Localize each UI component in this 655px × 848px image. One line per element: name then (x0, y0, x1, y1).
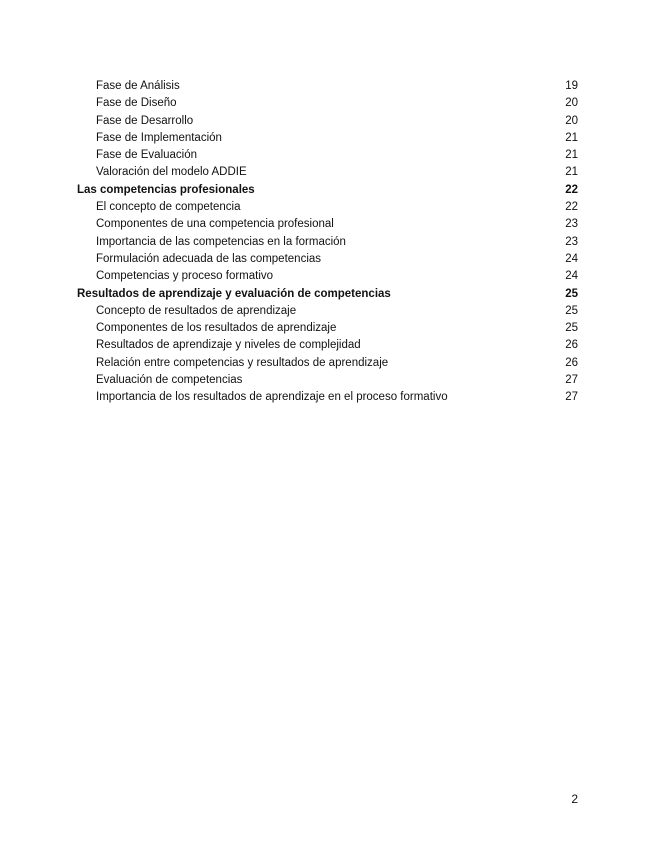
toc-entry-title: Fase de Implementación (96, 131, 222, 144)
toc-entry-page: 27 (565, 391, 578, 404)
toc-entry-title: Componentes de los resultados de aprendizaje (96, 322, 337, 335)
toc-entry[interactable] (0, 164, 655, 181)
toc-entry[interactable] (0, 130, 655, 147)
toc-section-heading[interactable] (0, 286, 655, 303)
toc-entry-page: 23 (565, 218, 578, 231)
toc-entry-page: 27 (565, 374, 578, 387)
table-of-contents (0, 78, 655, 407)
toc-entry-title: Importancia de las competencias en la formación (96, 235, 346, 248)
toc-entry[interactable] (0, 78, 655, 95)
toc-entry-title: Relación entre competencias y resultados de aprendizaje (96, 356, 389, 369)
toc-entry-title: Fase de Análisis (96, 80, 180, 92)
toc-entry-page: 20 (565, 114, 578, 127)
toc-entry[interactable] (0, 355, 655, 372)
toc-entry[interactable] (0, 147, 655, 164)
toc-entry-title: Importancia de los resultados de aprendizaje en el proceso formativo (96, 391, 448, 404)
toc-entry-title: Resultados de aprendizaje y niveles de complejidad (96, 339, 361, 352)
page-number: 2 (571, 792, 578, 806)
toc-entry[interactable] (0, 234, 655, 251)
toc-entry[interactable] (0, 320, 655, 337)
toc-entry[interactable] (0, 95, 655, 112)
toc-entry-page: 25 (565, 287, 578, 300)
toc-entry-page: 26 (565, 339, 578, 352)
toc-entry-page: 19 (565, 80, 578, 92)
toc-entry-page: 20 (565, 97, 578, 110)
toc-entry-title: Resultados de aprendizaje y evaluación de competencias (77, 287, 391, 300)
toc-entry[interactable] (0, 268, 655, 285)
toc-entry-title: Las competencias profesionales (77, 183, 255, 196)
toc-entry-title: Valoración del modelo ADDIE (96, 166, 247, 179)
toc-entry-page: 25 (565, 322, 578, 335)
toc-entry[interactable] (0, 337, 655, 354)
toc-entry-title: Componentes de una competencia profesional (96, 218, 334, 231)
toc-entry[interactable] (0, 389, 655, 406)
toc-entry-page: 24 (565, 270, 578, 283)
toc-entry-title: Fase de Evaluación (96, 149, 198, 162)
toc-entry-title: Fase de Diseño (96, 97, 177, 110)
toc-entry-title: El concepto de competencia (96, 201, 241, 214)
toc-entry[interactable] (0, 113, 655, 130)
toc-entry-title: Formulación adecuada de las competencias (96, 252, 322, 265)
toc-entry-page: 21 (565, 131, 578, 144)
toc-entry[interactable] (0, 216, 655, 233)
toc-entry-title: Concepto de resultados de aprendizaje (96, 304, 297, 317)
toc-entry[interactable] (0, 199, 655, 216)
toc-entry-page: 26 (565, 356, 578, 369)
toc-entry-title: Competencias y proceso formativo (96, 270, 274, 283)
toc-entry[interactable] (0, 251, 655, 268)
toc-entry[interactable] (0, 372, 655, 389)
toc-entry-title: Evaluación de competencias (96, 374, 243, 387)
toc-section-heading[interactable] (0, 182, 655, 199)
toc-entry-page: 21 (565, 166, 578, 179)
toc-entry-page: 22 (565, 201, 578, 214)
toc-entry-title: Fase de Desarrollo (96, 114, 194, 127)
toc-entry-page: 25 (565, 304, 578, 317)
toc-entry-page: 21 (565, 149, 578, 162)
toc-entry-page: 24 (565, 252, 578, 265)
toc-entry[interactable] (0, 303, 655, 320)
toc-entry-page: 23 (565, 235, 578, 248)
toc-entry-page: 22 (565, 183, 578, 196)
